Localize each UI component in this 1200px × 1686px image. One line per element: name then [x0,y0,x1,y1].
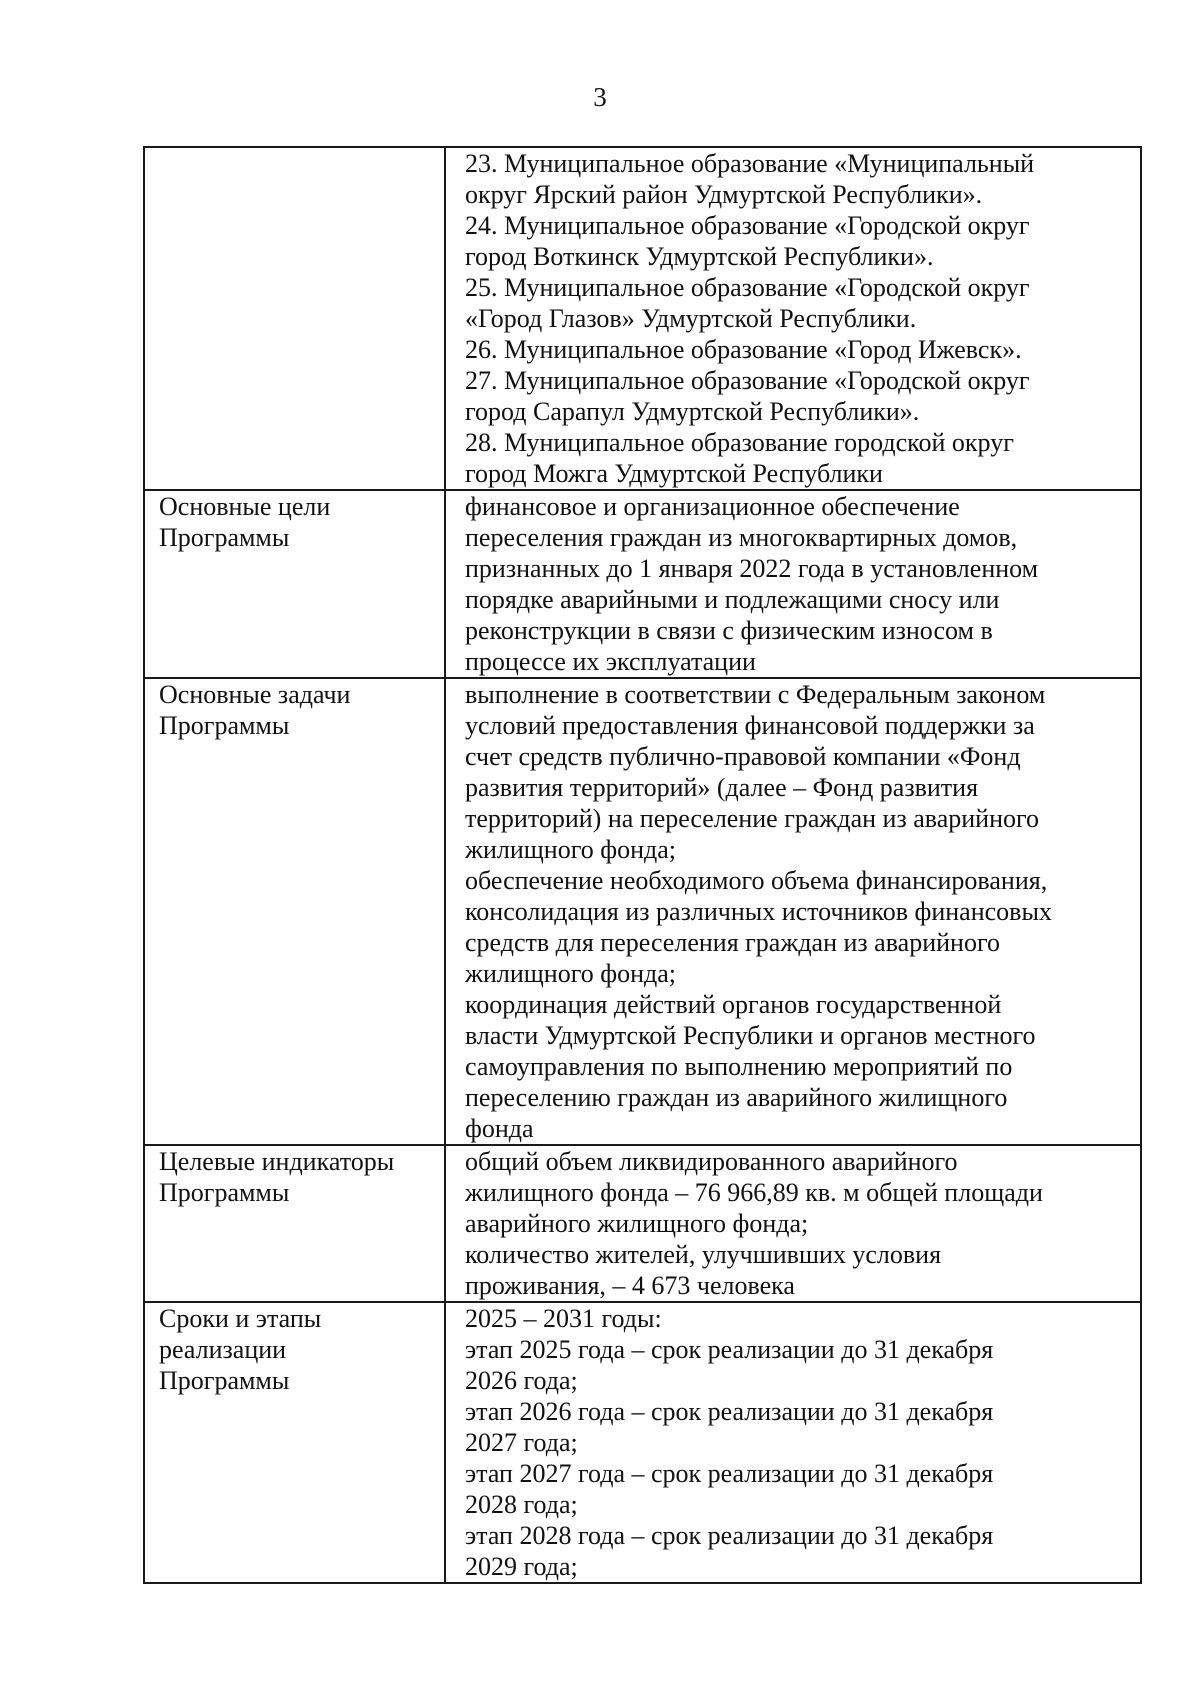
table-row [144,490,1141,678]
row-content-line: проживания, – 4 673 человека [465,1271,795,1300]
table-row [144,147,1141,490]
row-content-line: самоуправления по выполнению мероприятий по [465,1052,1013,1081]
row-content-line: 2025 – 2031 годы: [465,1304,662,1333]
row-content-cell [445,1145,1141,1302]
row-label-line: Программы [159,1366,290,1395]
row-content-line: 2029 года; [465,1552,578,1581]
row-content-line: фонда [465,1114,534,1143]
row-content-line: этап 2025 года – срок реализации до 31 декабря [465,1335,994,1364]
row-content-line: переселения граждан из многоквартирных домов, [465,523,1018,552]
row-content-line: этап 2026 года – срок реализации до 31 декабря [465,1397,994,1426]
row-content-line: аварийного жилищного фонда; [465,1209,809,1238]
row-content-line: консолидация из различных источников финансовых [465,897,1052,926]
row-content-line: общий объем ликвидированного аварийного [465,1147,958,1176]
row-label-line: Основные цели [159,492,331,521]
row-content-line: переселению граждан из аварийного жилищного [465,1083,1008,1112]
row-content-line: жилищного фонда; [465,959,676,988]
row-content-line: «Город Глазов» Удмуртской Республики. [465,304,917,333]
row-content-line: 2026 года; [465,1366,578,1395]
row-content-line: финансовое и организационное обеспечение [465,492,960,521]
program-passport-table [143,146,1142,1584]
row-content-line: 23. Муниципальное образование «Муниципальный [465,149,1035,178]
row-label-line: Программы [159,523,290,552]
row-label-line: Сроки и этапы [159,1304,322,1333]
row-content-line: власти Удмуртской Республики и органов местного [465,1021,1036,1050]
row-label-line: реализации [159,1335,287,1364]
row-content-line: процессе их эксплуатации [465,647,756,676]
row-content-line: город Сарапул Удмуртской Республики». [465,397,920,426]
row-content-cell [445,490,1141,678]
row-content-line: этап 2027 года – срок реализации до 31 декабря [465,1459,994,1488]
row-content-line: 2028 года; [465,1490,578,1519]
table-row [144,1302,1141,1583]
row-label-line: Основные задачи [159,680,351,709]
row-content-line: город Воткинск Удмуртской Республики». [465,242,934,271]
row-content-line: округ Ярский район Удмуртской Республики». [465,180,983,209]
row-content-line: счет средств публично-правовой компании «Фонд [465,742,1021,771]
row-label-cell [144,1302,445,1583]
row-label-line: Целевые индикаторы [159,1147,395,1176]
row-content-line: жилищного фонда; [465,835,676,864]
row-content-line: 25. Муниципальное образование «Городской округ [465,273,1030,302]
row-label-cell [144,147,445,490]
row-content-line: город Можга Удмуртской Республики [465,459,883,488]
row-content-line: координация действий органов государственной [465,990,1002,1019]
row-content-line: количество жителей, улучшивших условия [465,1240,942,1269]
table-row [144,678,1141,1145]
row-content-line: обеспечение необходимого объема финансирования, [465,866,1048,895]
row-content-line: порядке аварийными и подлежащими сносу или [465,585,1000,614]
row-content-line: 24. Муниципальное образование «Городской округ [465,211,1030,240]
row-content-line: признанных до 1 января 2022 года в установленном [465,554,1039,583]
row-content-line: средств для переселения граждан из аварийного [465,928,1000,957]
row-content-cell [445,147,1141,490]
row-content-line: 28. Муниципальное образование городской округ [465,428,1014,457]
row-content-line: 2027 года; [465,1428,578,1457]
row-content-line: жилищного фонда – 76 966,89 кв. м общей площади [465,1178,1043,1207]
row-content-cell [445,1302,1141,1583]
table-body [144,147,1141,1583]
row-content-line: выполнение в соответствии с Федеральным законом [465,680,1046,709]
row-content-line: 26. Муниципальное образование «Город Ижевск». [465,335,1022,364]
row-content-line: развития территорий» (далее – Фонд развития [465,773,979,802]
row-label-cell [144,490,445,678]
row-content-line: условий предоставления финансовой поддержки за [465,711,1035,740]
row-content-line: реконструкции в связи с физическим износом в [465,616,993,645]
row-label-cell [144,678,445,1145]
row-content-line: территорий) на переселение граждан из аварийного [465,804,1040,833]
row-label-line: Программы [159,711,290,740]
page-number: 3 [593,82,607,112]
table-row [144,1145,1141,1302]
row-content-line: 27. Муниципальное образование «Городской округ [465,366,1030,395]
row-content-line: этап 2028 года – срок реализации до 31 декабря [465,1521,994,1550]
row-label-line: Программы [159,1178,290,1207]
row-content-cell [445,678,1141,1145]
row-label-cell [144,1145,445,1302]
